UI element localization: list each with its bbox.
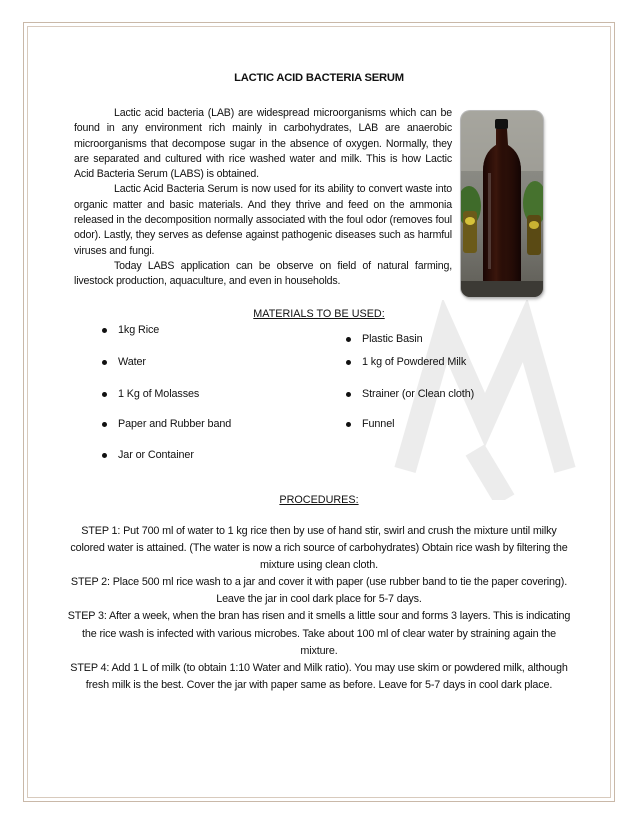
- materials-heading: MATERIALS TO BE USED:: [253, 308, 385, 320]
- material-item: [362, 333, 423, 345]
- material-item: [362, 356, 466, 368]
- bullet-icon: [346, 337, 351, 342]
- material-label: Strainer (or Clean cloth): [362, 388, 475, 400]
- procedure-step: STEP 3: After a week, when the bran has risen and it smells a little sour and forms 3 layers. This is indicating the rice wash is infected with various microbes. Take about 100 ml of clear water by straining again the mixture.: [67, 610, 571, 657]
- procedure-step: STEP 2: Place 500 ml rice wash to a jar and cover it with paper (use rubber band to tie the paper covering). Leave the jar in cool dark place for 5-7 days.: [70, 576, 568, 606]
- material-label: 1 Kg of Molasses: [118, 388, 200, 400]
- material-label: Plastic Basin: [362, 333, 423, 345]
- material-label: 1kg Rice: [118, 324, 160, 336]
- intro-paragraph: Today LABS application can be observe on field of natural farming, livestock production, aquaculture, and even in households.: [74, 259, 452, 288]
- procedure-step: STEP 1: Put 700 ml of water to 1 kg rice then by use of hand stir, swirl and crush the mixture until milky colored water is attained. (The water is now a rich source of carbohydrates) Obtain rice wash by filtering the mixture using clean cloth.: [70, 525, 568, 572]
- bullet-icon: [102, 392, 107, 397]
- material-item: [362, 388, 474, 400]
- procedure-steps: [66, 523, 572, 694]
- bullet-icon: [346, 422, 351, 427]
- material-label: 1 kg of Powdered Milk: [362, 356, 467, 368]
- procedures-heading: PROCEDURES:: [279, 494, 359, 506]
- material-item: [118, 356, 146, 368]
- material-item: [118, 324, 159, 336]
- watermark-logo-icon: [385, 300, 585, 500]
- bullet-icon: [346, 360, 351, 365]
- material-label: Paper and Rubber band: [118, 418, 232, 430]
- bullet-icon: [102, 328, 107, 333]
- material-item: [118, 418, 231, 430]
- material-item: [118, 388, 199, 400]
- material-item: [362, 418, 394, 430]
- intro-paragraph: Lactic Acid Bacteria Serum is now used for its ability to convert waste into organic matter and basic materials. And they thrive and feed on the ammonia released in the decomposition normally associated with the foul odor (removes foul odor). Lastly, they serves as defense against pathogenic diseases such as harmful viruses and fungi.: [74, 183, 452, 257]
- procedure-step: STEP 4: Add 1 L of milk (to obtain 1:10 Water and Milk ratio). You may use skim or powdered milk, although fresh milk is the best. Cover the jar with paper same as before. Leave for 5-7 days in cool dark place.: [70, 661, 568, 691]
- material-item: [118, 449, 194, 461]
- material-label: Funnel: [362, 418, 395, 430]
- document-title: LACTIC ACID BACTERIA SERUM: [234, 72, 404, 84]
- intro-text: [74, 106, 452, 290]
- bottle-photo-icon: [461, 111, 543, 297]
- bullet-icon: [102, 422, 107, 427]
- bullet-icon: [346, 392, 351, 397]
- bullet-icon: [102, 360, 107, 365]
- material-label: Water: [118, 356, 146, 368]
- bullet-icon: [102, 453, 107, 458]
- material-label: Jar or Container: [118, 449, 194, 461]
- labs-bottle-photo: [461, 111, 543, 297]
- intro-paragraph: Lactic acid bacteria (LAB) are widespread microorganisms which can be found in any environment rich mainly in carbohydrates, LAB are anaerobic microorganisms that decompose sugar in the absence of oxygen. Normally, they are separated and cultured with rice washed water and milk. This is how Lactic Acid Bacteria Serum (LABS) is obtained.: [74, 107, 452, 181]
